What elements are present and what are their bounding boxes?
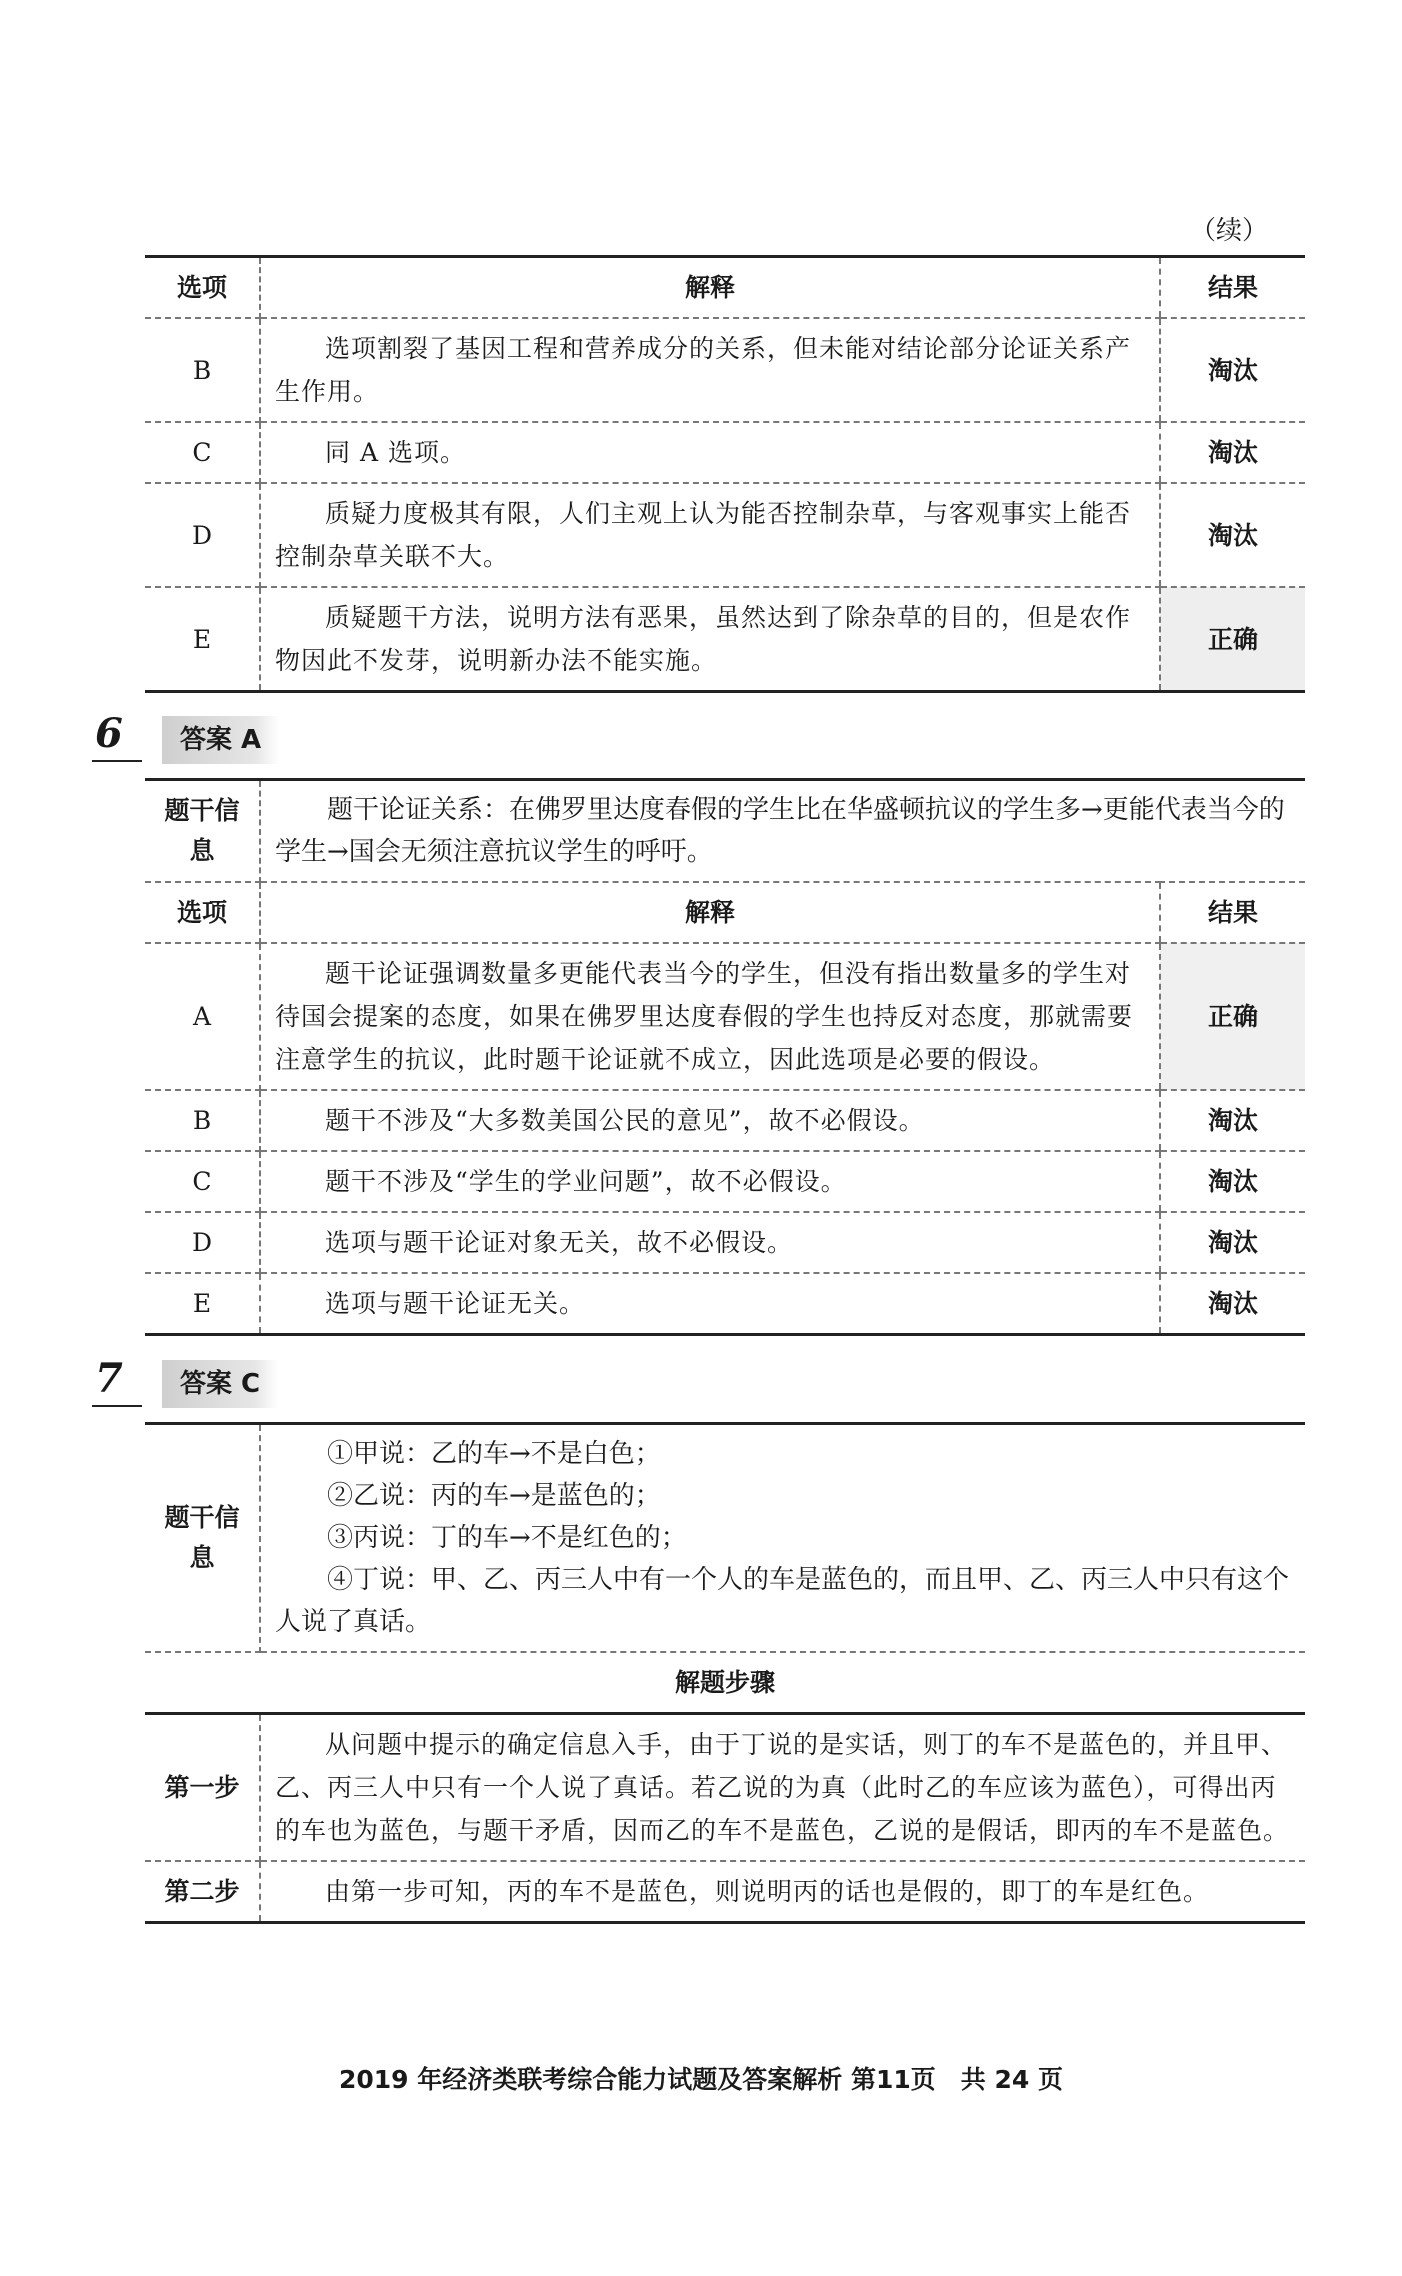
answer-badge-7: 答案 C [162, 1360, 278, 1408]
table-row [145, 1151, 1305, 1212]
stem-label: 题干信息 [145, 780, 260, 883]
question-number-7: 7 [95, 1355, 123, 1402]
table-row [145, 1212, 1305, 1273]
header-result: 结果 [1160, 882, 1305, 943]
table-header-row [145, 882, 1305, 943]
option-explanation: 选项与题干论证对象无关，故不必假设。 [260, 1212, 1160, 1273]
question-number-6: 6 [95, 710, 123, 757]
option-letter: D [145, 1212, 260, 1273]
option-letter: E [145, 1273, 260, 1335]
step-label: 第一步 [145, 1714, 260, 1862]
option-letter: D [145, 483, 260, 587]
q7-table [145, 1422, 1305, 1924]
table-row [145, 1090, 1305, 1151]
table-header-row [145, 257, 1305, 319]
option-explanation: 题干不涉及“学生的学业问题”，故不必假设。 [260, 1151, 1160, 1212]
stem-line: ①甲说：乙的车→不是白色； [327, 1439, 661, 1469]
option-explanation: 选项与题干论证无关。 [260, 1273, 1160, 1335]
steps-title: 解题步骤 [145, 1652, 1305, 1714]
option-explanation: 题干论证强调数量多更能代表当今的学生，但没有指出数量多的学生对待国会提案的态度，如果在佛罗里达度春假的学生也持反对态度，那就需要注意学生的抗议，此时题干论证就不成立，因此选项是必要的假设。 [260, 943, 1160, 1090]
option-result: 淘汰 [1160, 422, 1305, 483]
stem-row [145, 780, 1305, 883]
option-explanation: 质疑力度极其有限，人们主观上认为能否控制杂草，与客观事实上能否控制杂草关联不大。 [260, 483, 1160, 587]
step-text: 由第一步可知，丙的车不是蓝色，则说明丙的话也是假的，即丁的车是红色。 [260, 1861, 1305, 1923]
stem-text [260, 780, 1305, 883]
option-result: 淘汰 [1160, 1212, 1305, 1273]
stem-label: 题干信息 [145, 1424, 260, 1653]
option-result: 正确 [1160, 587, 1305, 692]
stem-line: ②乙说：丙的车→是蓝色的； [327, 1481, 661, 1511]
continued-label: （续） [1190, 216, 1269, 246]
step-row [145, 1861, 1305, 1923]
option-result: 淘汰 [1160, 483, 1305, 587]
option-explanation: 题干不涉及“大多数美国公民的意见”，故不必假设。 [260, 1090, 1160, 1151]
table-row [145, 943, 1305, 1090]
option-letter: B [145, 1090, 260, 1151]
option-explanation: 质疑题干方法，说明方法有恶果，虽然达到了除杂草的目的，但是农作物因此不发芽，说明新办法不能实施。 [260, 587, 1160, 692]
option-result: 淘汰 [1160, 1151, 1305, 1212]
header-explanation: 解释 [260, 257, 1160, 319]
option-letter: C [145, 422, 260, 483]
option-letter: E [145, 587, 260, 692]
stem-row [145, 1424, 1305, 1653]
question-underline [92, 1405, 142, 1407]
stem-line: ④丁说：甲、乙、丙三人中有一个人的车是蓝色的，而且甲、乙、丙三人中只有这个人说了真话。 [275, 1565, 1290, 1637]
header-option: 选项 [145, 882, 260, 943]
option-result: 淘汰 [1160, 318, 1305, 422]
stem-paragraph: 题干论证关系：在佛罗里达度春假的学生比在华盛顿抗议的学生多→更能代表当今的学生→国会无须注意抗议学生的呼吁。 [275, 795, 1285, 867]
option-letter: C [145, 1151, 260, 1212]
table-row [145, 587, 1305, 692]
table-row [145, 483, 1305, 587]
q6-table [145, 778, 1305, 1336]
header-result: 结果 [1160, 257, 1305, 319]
table-row [145, 318, 1305, 422]
step-text: 从问题中提示的确定信息入手，由于丁说的是实话，则丁的车不是蓝色的，并且甲、乙、丙三人中只有一个人说了真话。若乙说的为真（此时乙的车应该为蓝色），可得出丙的车也为蓝色，与题干矛盾，因而乙的车不是蓝色，乙说的是假话，即丙的车不是蓝色。 [260, 1714, 1305, 1862]
table-row [145, 1273, 1305, 1335]
option-result: 淘汰 [1160, 1273, 1305, 1335]
table-row [145, 422, 1305, 483]
step-row [145, 1714, 1305, 1862]
header-option: 选项 [145, 257, 260, 319]
option-explanation: 选项割裂了基因工程和营养成分的关系，但未能对结论部分论证关系产生作用。 [260, 318, 1160, 422]
option-letter: A [145, 943, 260, 1090]
option-explanation: 同 A 选项。 [260, 422, 1160, 483]
page-footer: 2019 年经济类联考综合能力试题及答案解析 第11页 共 24 页 [339, 2065, 1063, 2094]
option-result: 正确 [1160, 943, 1305, 1090]
option-result: 淘汰 [1160, 1090, 1305, 1151]
stem-line: ③丙说：丁的车→不是红色的； [327, 1523, 687, 1553]
header-explanation: 解释 [260, 882, 1160, 943]
answer-badge-6: 答案 A [162, 716, 279, 764]
steps-title-row [145, 1652, 1305, 1714]
q5-options-table [145, 255, 1305, 693]
option-letter: B [145, 318, 260, 422]
question-underline [92, 760, 142, 762]
stem-text [260, 1424, 1305, 1653]
step-label: 第二步 [145, 1861, 260, 1923]
